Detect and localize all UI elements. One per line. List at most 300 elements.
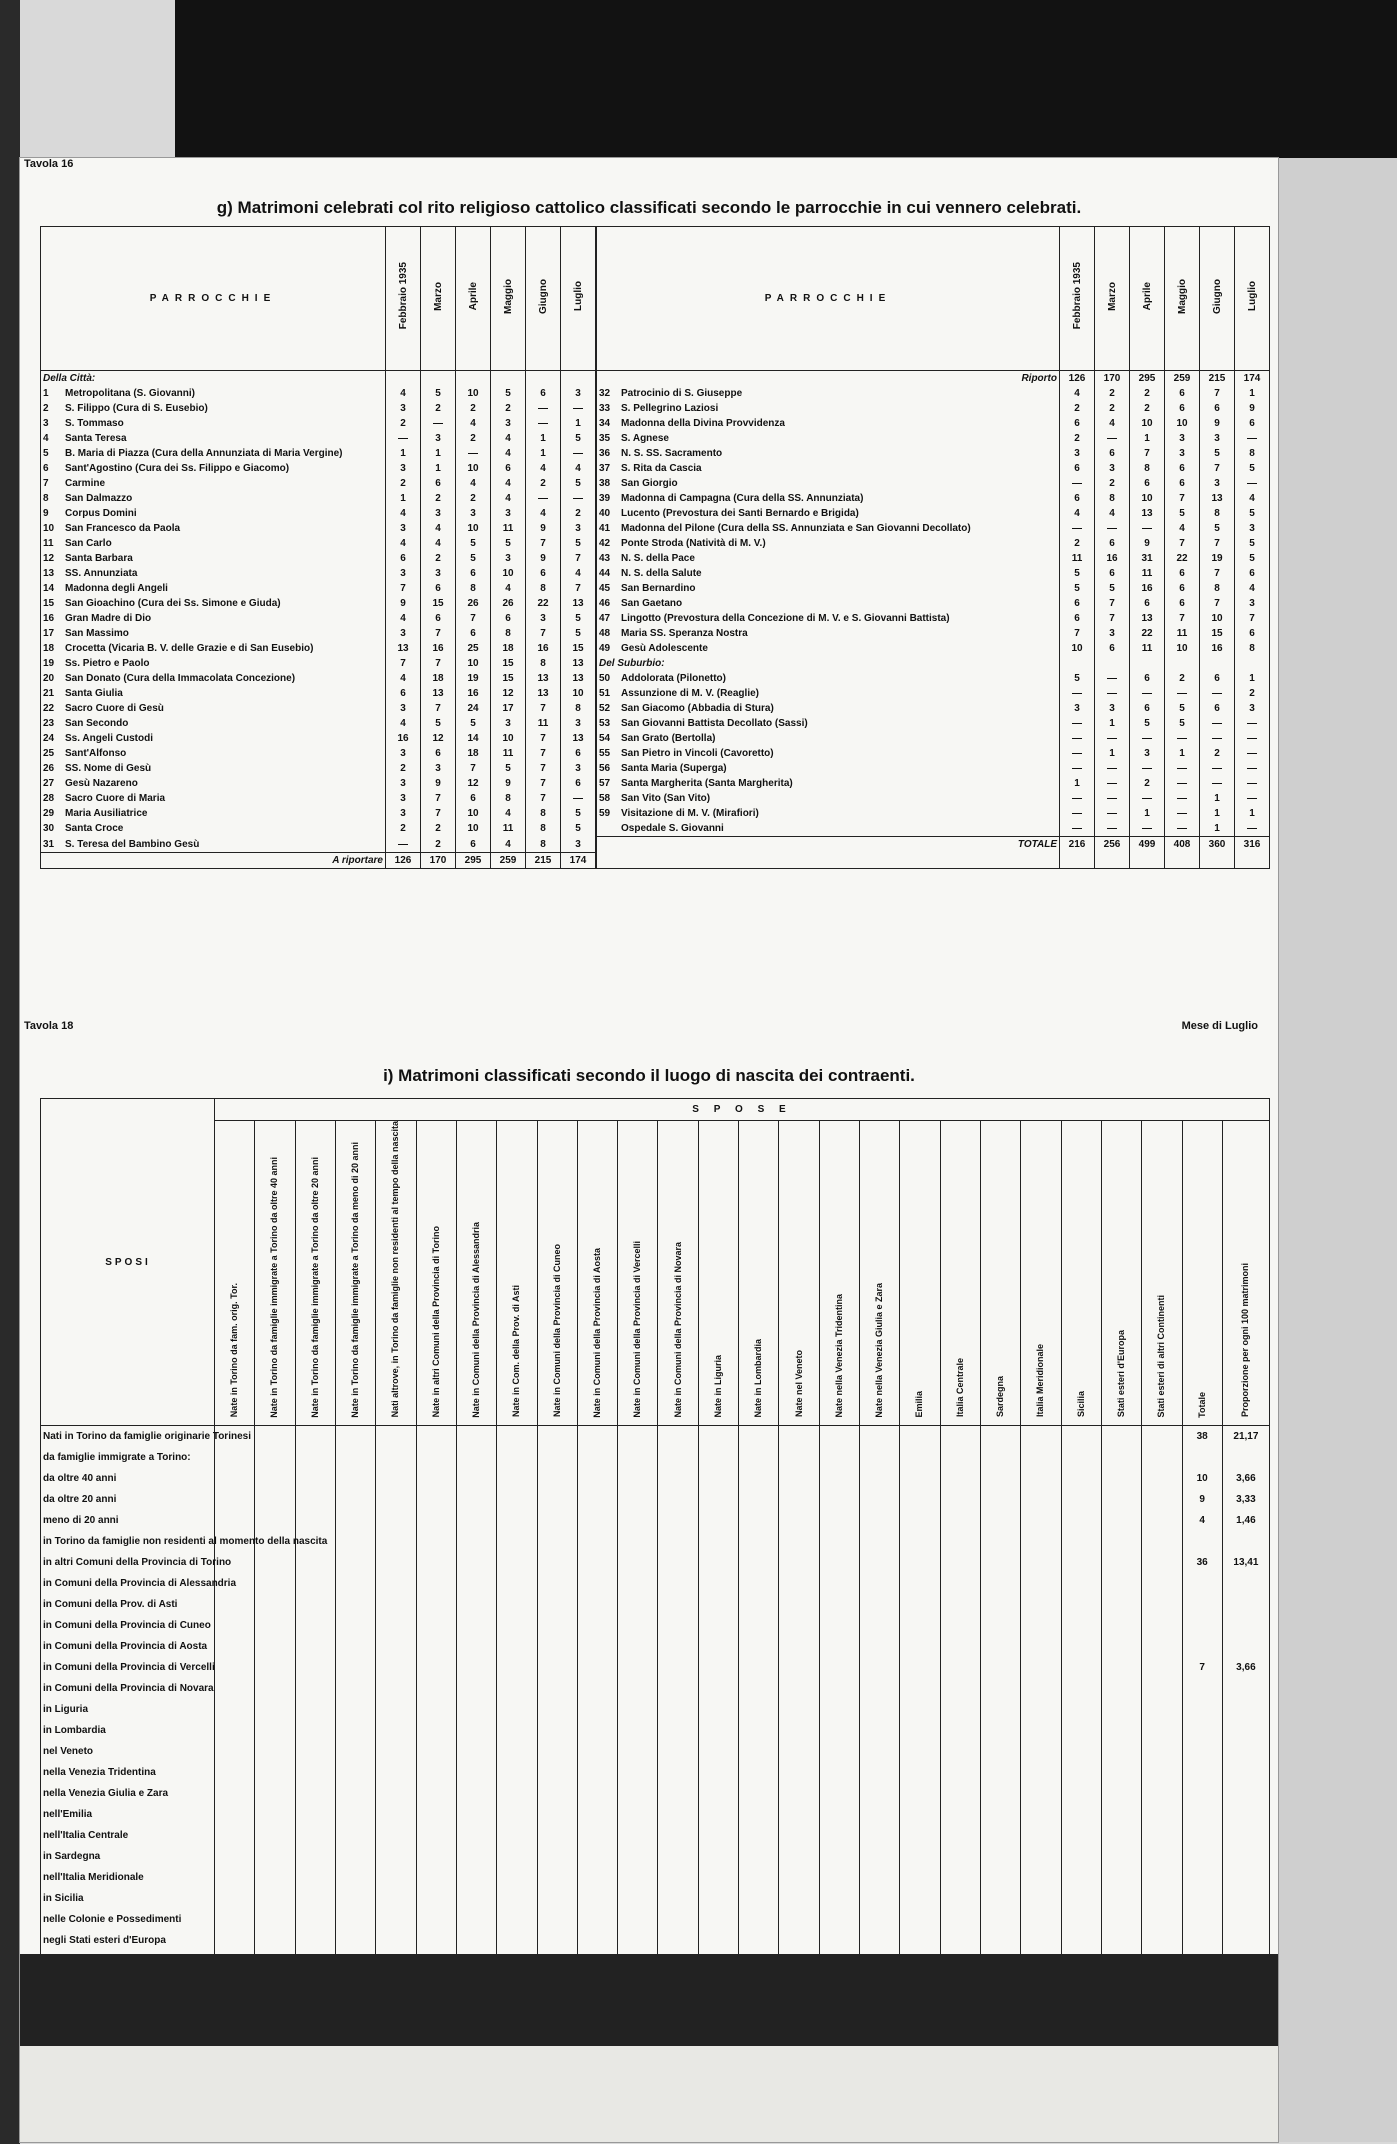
month-value: —: [1095, 431, 1130, 446]
month-value: 1: [1235, 806, 1270, 821]
cell-value: [1021, 1783, 1061, 1804]
cell-value: [255, 1447, 295, 1468]
month-value: 7: [526, 776, 561, 791]
cell-value: [860, 1846, 900, 1867]
sposi-row-label: in Comuni della Provincia di Alessandria: [43, 1578, 237, 1590]
cell-value: [577, 1573, 617, 1594]
cell-value: [698, 1615, 738, 1636]
table-g-body: [41, 371, 1270, 869]
cell-value: [416, 1615, 456, 1636]
cell-value: [215, 1510, 255, 1531]
month-value: 2: [386, 761, 421, 776]
month-value: —: [1095, 521, 1130, 536]
row-total: [1182, 1804, 1222, 1825]
sposi-row-label: in Comuni della Provincia di Novara: [43, 1683, 214, 1695]
month-value: 3: [386, 521, 421, 536]
cell-value: [739, 1804, 779, 1825]
month-value: 6: [1060, 611, 1095, 626]
month-value: 8: [526, 806, 561, 821]
cell-value: [900, 1678, 940, 1699]
cell-value: [295, 1699, 335, 1720]
cell-value: [215, 1468, 255, 1489]
parish-label: San Francesco da Paola: [65, 523, 181, 534]
cell-value: [537, 1825, 577, 1846]
table-row: [41, 1531, 1270, 1552]
cell-value: [1061, 1531, 1101, 1552]
cell-value: [779, 1573, 819, 1594]
month-value: 2: [1130, 776, 1165, 791]
month-value: 2: [456, 491, 491, 506]
cell-value: [819, 1447, 859, 1468]
cell-value: [618, 1594, 658, 1615]
table-g-title: g) Matrimoni celebrati col rito religioso cattolico classificati secondo le parrocchie in cui vennero celebrati.: [216, 198, 1082, 217]
cell-value: [456, 1573, 496, 1594]
cell-value: [860, 1930, 900, 1951]
cell-value: [739, 1825, 779, 1846]
month-value: 1: [1200, 806, 1235, 821]
month-value: 3: [1165, 431, 1200, 446]
month-value: 5: [456, 536, 491, 551]
month-value: —: [1060, 716, 1095, 731]
cell-value: [860, 1468, 900, 1489]
parish-name: [596, 791, 1060, 806]
month-value: 6: [561, 746, 597, 761]
table-row: [41, 1468, 1270, 1489]
cell-value: [819, 1489, 859, 1510]
spose-column-header: Nate in Comuni della Provincia di Novara: [658, 1121, 698, 1426]
cell-value: [698, 1531, 738, 1552]
cell-value: [497, 1615, 537, 1636]
cell-value: [1142, 1531, 1182, 1552]
cell-value: [215, 1930, 255, 1951]
cell-value: [577, 1510, 617, 1531]
parish-number: 41: [599, 523, 611, 534]
cell-value: [980, 1636, 1020, 1657]
cell-value: [658, 1909, 698, 1930]
parish-label: S. Rita da Cascia: [621, 463, 702, 474]
month-value: —: [1165, 776, 1200, 791]
sposi-row-label: in Lombardia: [43, 1725, 106, 1737]
parish-label: Lingotto (Prevostura della Concezione di M. V. e S. Giovanni Battista): [621, 613, 950, 624]
spose-heading: S P O S E: [215, 1099, 1270, 1121]
parish-label: Maria SS. Speranza Nostra: [621, 628, 748, 639]
cell-value: [376, 1510, 416, 1531]
month-value: 7: [526, 536, 561, 551]
cell-value: [255, 1510, 295, 1531]
month-value: 10: [1060, 641, 1095, 656]
month-label: Mese di Luglio: [1181, 1020, 1258, 1032]
month-value: —: [561, 491, 597, 506]
cell-value: [335, 1489, 375, 1510]
month-value: 6: [456, 626, 491, 641]
cell-value: [577, 1447, 617, 1468]
month-value: —: [1165, 686, 1200, 701]
parish-number: 16: [43, 613, 55, 624]
month-value: 1: [1130, 431, 1165, 446]
cell-value: [779, 1468, 819, 1489]
cell-value: [255, 1552, 295, 1573]
row-proportion: 3,66: [1222, 1657, 1269, 1678]
cell-value: [537, 1804, 577, 1825]
cell-value: [255, 1804, 295, 1825]
month-value: —: [1060, 791, 1095, 806]
sposi-row-label: nel Veneto: [43, 1746, 94, 1758]
month-value: 1: [1235, 671, 1270, 686]
document-page: [20, 158, 1278, 2142]
parish-number: 4: [43, 433, 49, 444]
parish-number: 7: [43, 478, 49, 489]
cell-value: [416, 1531, 456, 1552]
spose-column-header: Proporzione per ogni 100 matrimoni: [1222, 1121, 1269, 1426]
cell-value: [1021, 1888, 1061, 1909]
month-value: 7: [1200, 536, 1235, 551]
parish-name: [41, 641, 386, 656]
cell-value: [980, 1615, 1020, 1636]
sposi-row-label: in Torino da famiglie non residenti al momento della nascita: [43, 1536, 328, 1548]
cell-value: [900, 1447, 940, 1468]
month-value: 3: [561, 386, 597, 401]
month-value: 4: [421, 521, 456, 536]
cell-value: [295, 1930, 335, 1951]
month-value: 6: [1165, 476, 1200, 491]
cell-value: [416, 1762, 456, 1783]
cell-value: [537, 1552, 577, 1573]
cell-value: [416, 1657, 456, 1678]
row-proportion: 3,33: [1222, 1489, 1269, 1510]
month-value: —: [1060, 686, 1095, 701]
month-value: 8: [1200, 506, 1235, 521]
cell-value: [980, 1678, 1020, 1699]
cell-value: [577, 1426, 617, 1448]
month-value: 7: [1165, 611, 1200, 626]
month-value: 7: [561, 551, 597, 566]
cell-value: [456, 1699, 496, 1720]
month-value: —: [1095, 686, 1130, 701]
cell-value: [698, 1741, 738, 1762]
month-value: 5: [1165, 701, 1200, 716]
cell-value: [255, 1762, 295, 1783]
parish-number: 42: [599, 538, 611, 549]
month-value: 11: [1130, 641, 1165, 656]
month-value: 18: [421, 671, 456, 686]
cell-value: [819, 1825, 859, 1846]
cell-value: [819, 1804, 859, 1825]
cell-value: [618, 1741, 658, 1762]
cell-value: [1061, 1930, 1101, 1951]
cell-value: [860, 1657, 900, 1678]
month-value: 3: [421, 566, 456, 581]
cell-value: [940, 1783, 980, 1804]
month-value: —: [456, 446, 491, 461]
table-i-body: [41, 1426, 1270, 1995]
month-value: 11: [1060, 551, 1095, 566]
month-value: 7: [526, 791, 561, 806]
parish-number: 38: [599, 478, 611, 489]
cell-value: [295, 1846, 335, 1867]
cell-value: [819, 1867, 859, 1888]
cell-value: [980, 1846, 1020, 1867]
parish-label: S. Teresa del Bambino Gesù: [65, 838, 200, 850]
cell-value: [860, 1531, 900, 1552]
cell-value: [215, 1909, 255, 1930]
cell-value: [819, 1468, 859, 1489]
month-value: —: [1095, 776, 1130, 791]
month-value: 2: [386, 821, 421, 837]
cell-value: [215, 1825, 255, 1846]
cell-value: [1142, 1657, 1182, 1678]
month-value: 12: [456, 776, 491, 791]
month-value: 6: [1060, 416, 1095, 431]
month-value: —: [1235, 821, 1270, 837]
row-total: [1182, 1573, 1222, 1594]
cell-value: [900, 1531, 940, 1552]
parish-label: San Dalmazzo: [65, 493, 133, 504]
month-value: 6: [456, 791, 491, 806]
cell-value: [698, 1552, 738, 1573]
month-header: Giugno: [526, 227, 561, 371]
cell-value: [658, 1888, 698, 1909]
table-row: [41, 1426, 1270, 1448]
cell-value: [295, 1447, 335, 1468]
cell-value: [980, 1552, 1020, 1573]
cell-value: [537, 1846, 577, 1867]
month-value: 7: [1235, 611, 1270, 626]
month-value: 4: [456, 416, 491, 431]
month-value: 5: [491, 386, 526, 401]
parish-number: 46: [599, 598, 611, 609]
spose-column-header: Nate in Torino da fam. orig. Tor.: [215, 1121, 255, 1426]
cell-value: [698, 1510, 738, 1531]
cell-value: [1021, 1909, 1061, 1930]
cell-value: [658, 1804, 698, 1825]
month-value: 3: [1165, 446, 1200, 461]
spose-column-header: Nate nella Venezia Tridentina: [819, 1121, 859, 1426]
table-row: [41, 1846, 1270, 1867]
cell-value: [940, 1741, 980, 1762]
table-row: [41, 656, 1270, 671]
month-value: —: [1060, 821, 1095, 837]
table-row: [41, 791, 1270, 806]
cell-value: [698, 1867, 738, 1888]
month-value: 1: [1060, 776, 1095, 791]
month-value: —: [1200, 686, 1235, 701]
cell-value: [295, 1762, 335, 1783]
cell-value: [618, 1447, 658, 1468]
cell-value: [1021, 1741, 1061, 1762]
table-row: [41, 1594, 1270, 1615]
cell-value: [215, 1594, 255, 1615]
month-value: 3: [386, 626, 421, 641]
cell-value: [376, 1867, 416, 1888]
cell-value: [295, 1636, 335, 1657]
table-row: [41, 1741, 1270, 1762]
cell-value: [577, 1741, 617, 1762]
month-value: —: [1130, 791, 1165, 806]
row-total: [1182, 1825, 1222, 1846]
total-value: 408: [1165, 837, 1200, 853]
row-total: [1182, 1699, 1222, 1720]
cell-value: [698, 1825, 738, 1846]
parish-number: 39: [599, 493, 611, 504]
cell-value: [577, 1636, 617, 1657]
cell-value: [779, 1888, 819, 1909]
parish-name: [41, 821, 386, 837]
cell-value: [980, 1594, 1020, 1615]
parish-number: 28: [43, 793, 55, 804]
month-value: 2: [456, 431, 491, 446]
month-value: 4: [561, 461, 597, 476]
cell-value: [940, 1720, 980, 1741]
cell-value: [618, 1489, 658, 1510]
cell-value: [1142, 1846, 1182, 1867]
cell-value: [860, 1720, 900, 1741]
month-value: 11: [526, 716, 561, 731]
parish-number: 3: [43, 418, 49, 429]
cell-value: [940, 1447, 980, 1468]
month-value: 16: [1095, 551, 1130, 566]
row-proportion: [1222, 1888, 1269, 1909]
sposi-row-label: meno di 20 anni: [43, 1515, 119, 1527]
parish-label: Sant'Agostino (Cura dei Ss. Filippo e Giacomo): [65, 463, 290, 474]
cell-value: [980, 1720, 1020, 1741]
month-value: —: [1095, 821, 1130, 837]
cell-value: [698, 1678, 738, 1699]
cell-value: [456, 1510, 496, 1531]
parish-name: [41, 401, 386, 416]
cell-value: [416, 1489, 456, 1510]
cell-value: [658, 1762, 698, 1783]
month-value: 13: [526, 686, 561, 701]
cell-value: [980, 1657, 1020, 1678]
cell-value: [618, 1426, 658, 1448]
cell-value: [335, 1426, 375, 1448]
cell-value: [215, 1720, 255, 1741]
table-row: [41, 1909, 1270, 1930]
row-total: 9: [1182, 1489, 1222, 1510]
table-i: [40, 1098, 1270, 1995]
cell-value: [255, 1426, 295, 1448]
parish-number: 36: [599, 448, 611, 459]
cell-value: [1021, 1762, 1061, 1783]
cell-value: [497, 1804, 537, 1825]
month-value: 16: [421, 641, 456, 656]
month-value: 3: [491, 506, 526, 521]
month-value: 5: [1060, 581, 1095, 596]
cell-value: [860, 1573, 900, 1594]
row-proportion: [1222, 1804, 1269, 1825]
parish-name: [41, 551, 386, 566]
parish-name: [41, 656, 386, 671]
cell-value: [779, 1531, 819, 1552]
parish-number: 31: [43, 838, 55, 850]
spose-column-header: Italia Meridionale: [1021, 1121, 1061, 1426]
parish-label: B. Maria di Piazza (Cura della Annunziata di Maria Vergine): [65, 448, 343, 459]
month-value: 7: [526, 746, 561, 761]
month-value: 6: [1165, 461, 1200, 476]
sposi-row-label: in altri Comuni della Provincia di Torino: [43, 1557, 232, 1569]
cell-value: [1021, 1720, 1061, 1741]
cell-value: [255, 1699, 295, 1720]
month-value: 25: [456, 641, 491, 656]
cell-value: [1142, 1573, 1182, 1594]
cell-value: [295, 1552, 335, 1573]
month-value: 11: [1165, 626, 1200, 641]
parish-label: Carmine: [65, 478, 106, 489]
parish-number: 59: [599, 808, 611, 819]
month-value: 10: [1130, 491, 1165, 506]
table-row: [41, 1825, 1270, 1846]
month-value: 3: [1200, 476, 1235, 491]
parish-name: [41, 626, 386, 641]
month-value: 3: [1060, 446, 1095, 461]
cell-value: [416, 1699, 456, 1720]
table-row: [41, 1447, 1270, 1468]
cell-value: [1021, 1699, 1061, 1720]
spose-columns: [41, 1121, 1270, 1426]
row-proportion: [1222, 1783, 1269, 1804]
month-value: 7: [1200, 566, 1235, 581]
parish-label: Madonna di Campagna (Cura della SS. Annunziata): [621, 493, 864, 504]
cell-value: [255, 1636, 295, 1657]
row-total: [1182, 1867, 1222, 1888]
cell-value: [658, 1468, 698, 1489]
month-value: —: [561, 791, 597, 806]
parish-number: 55: [599, 748, 611, 759]
spose-column-header: Nate in Comuni della Provincia di Vercelli: [618, 1121, 658, 1426]
row-proportion: [1222, 1594, 1269, 1615]
parish-number: 45: [599, 583, 611, 594]
month-value: 7: [421, 806, 456, 821]
cell-value: [618, 1615, 658, 1636]
month-value: 5: [1095, 581, 1130, 596]
cell-value: [980, 1426, 1020, 1448]
cell-value: [618, 1699, 658, 1720]
cell-value: [819, 1552, 859, 1573]
cell-value: [698, 1573, 738, 1594]
month-value: 12: [421, 731, 456, 746]
month-value: 4: [386, 611, 421, 626]
month-value: 5: [561, 431, 597, 446]
month-value: 1: [386, 446, 421, 461]
month-value: 8: [526, 581, 561, 596]
parish-label: Corpus Domini: [65, 508, 137, 519]
cell-value: [779, 1846, 819, 1867]
cell-value: [1101, 1573, 1141, 1594]
cell-value: [255, 1468, 295, 1489]
parish-number: 11: [43, 538, 54, 549]
month-value: 8: [526, 837, 561, 853]
parish-label: N. S. della Salute: [621, 568, 702, 579]
sposi-row-label: in Comuni della Prov. di Asti: [43, 1599, 178, 1611]
cell-value: [658, 1510, 698, 1531]
month-value: 5: [421, 386, 456, 401]
month-value: 4: [386, 536, 421, 551]
cell-value: [658, 1594, 698, 1615]
cell-value: [295, 1426, 335, 1448]
month-value: 2: [421, 821, 456, 837]
parish-number: 57: [599, 778, 611, 789]
month-value: 4: [386, 671, 421, 686]
cell-value: [940, 1909, 980, 1930]
parish-label: Lucento (Prevostura dei Santi Bernardo e Brigida): [621, 508, 859, 519]
month-value: —: [386, 431, 421, 446]
month-value: 24: [456, 701, 491, 716]
scan-left-edge: [0, 0, 20, 2144]
parish-label: Visitazione di M. V. (Mirafiori): [621, 808, 759, 819]
month-value: 3: [421, 431, 456, 446]
sposi-row-label: negli Stati esteri d'Europa: [43, 1935, 166, 1947]
cell-value: [1021, 1846, 1061, 1867]
